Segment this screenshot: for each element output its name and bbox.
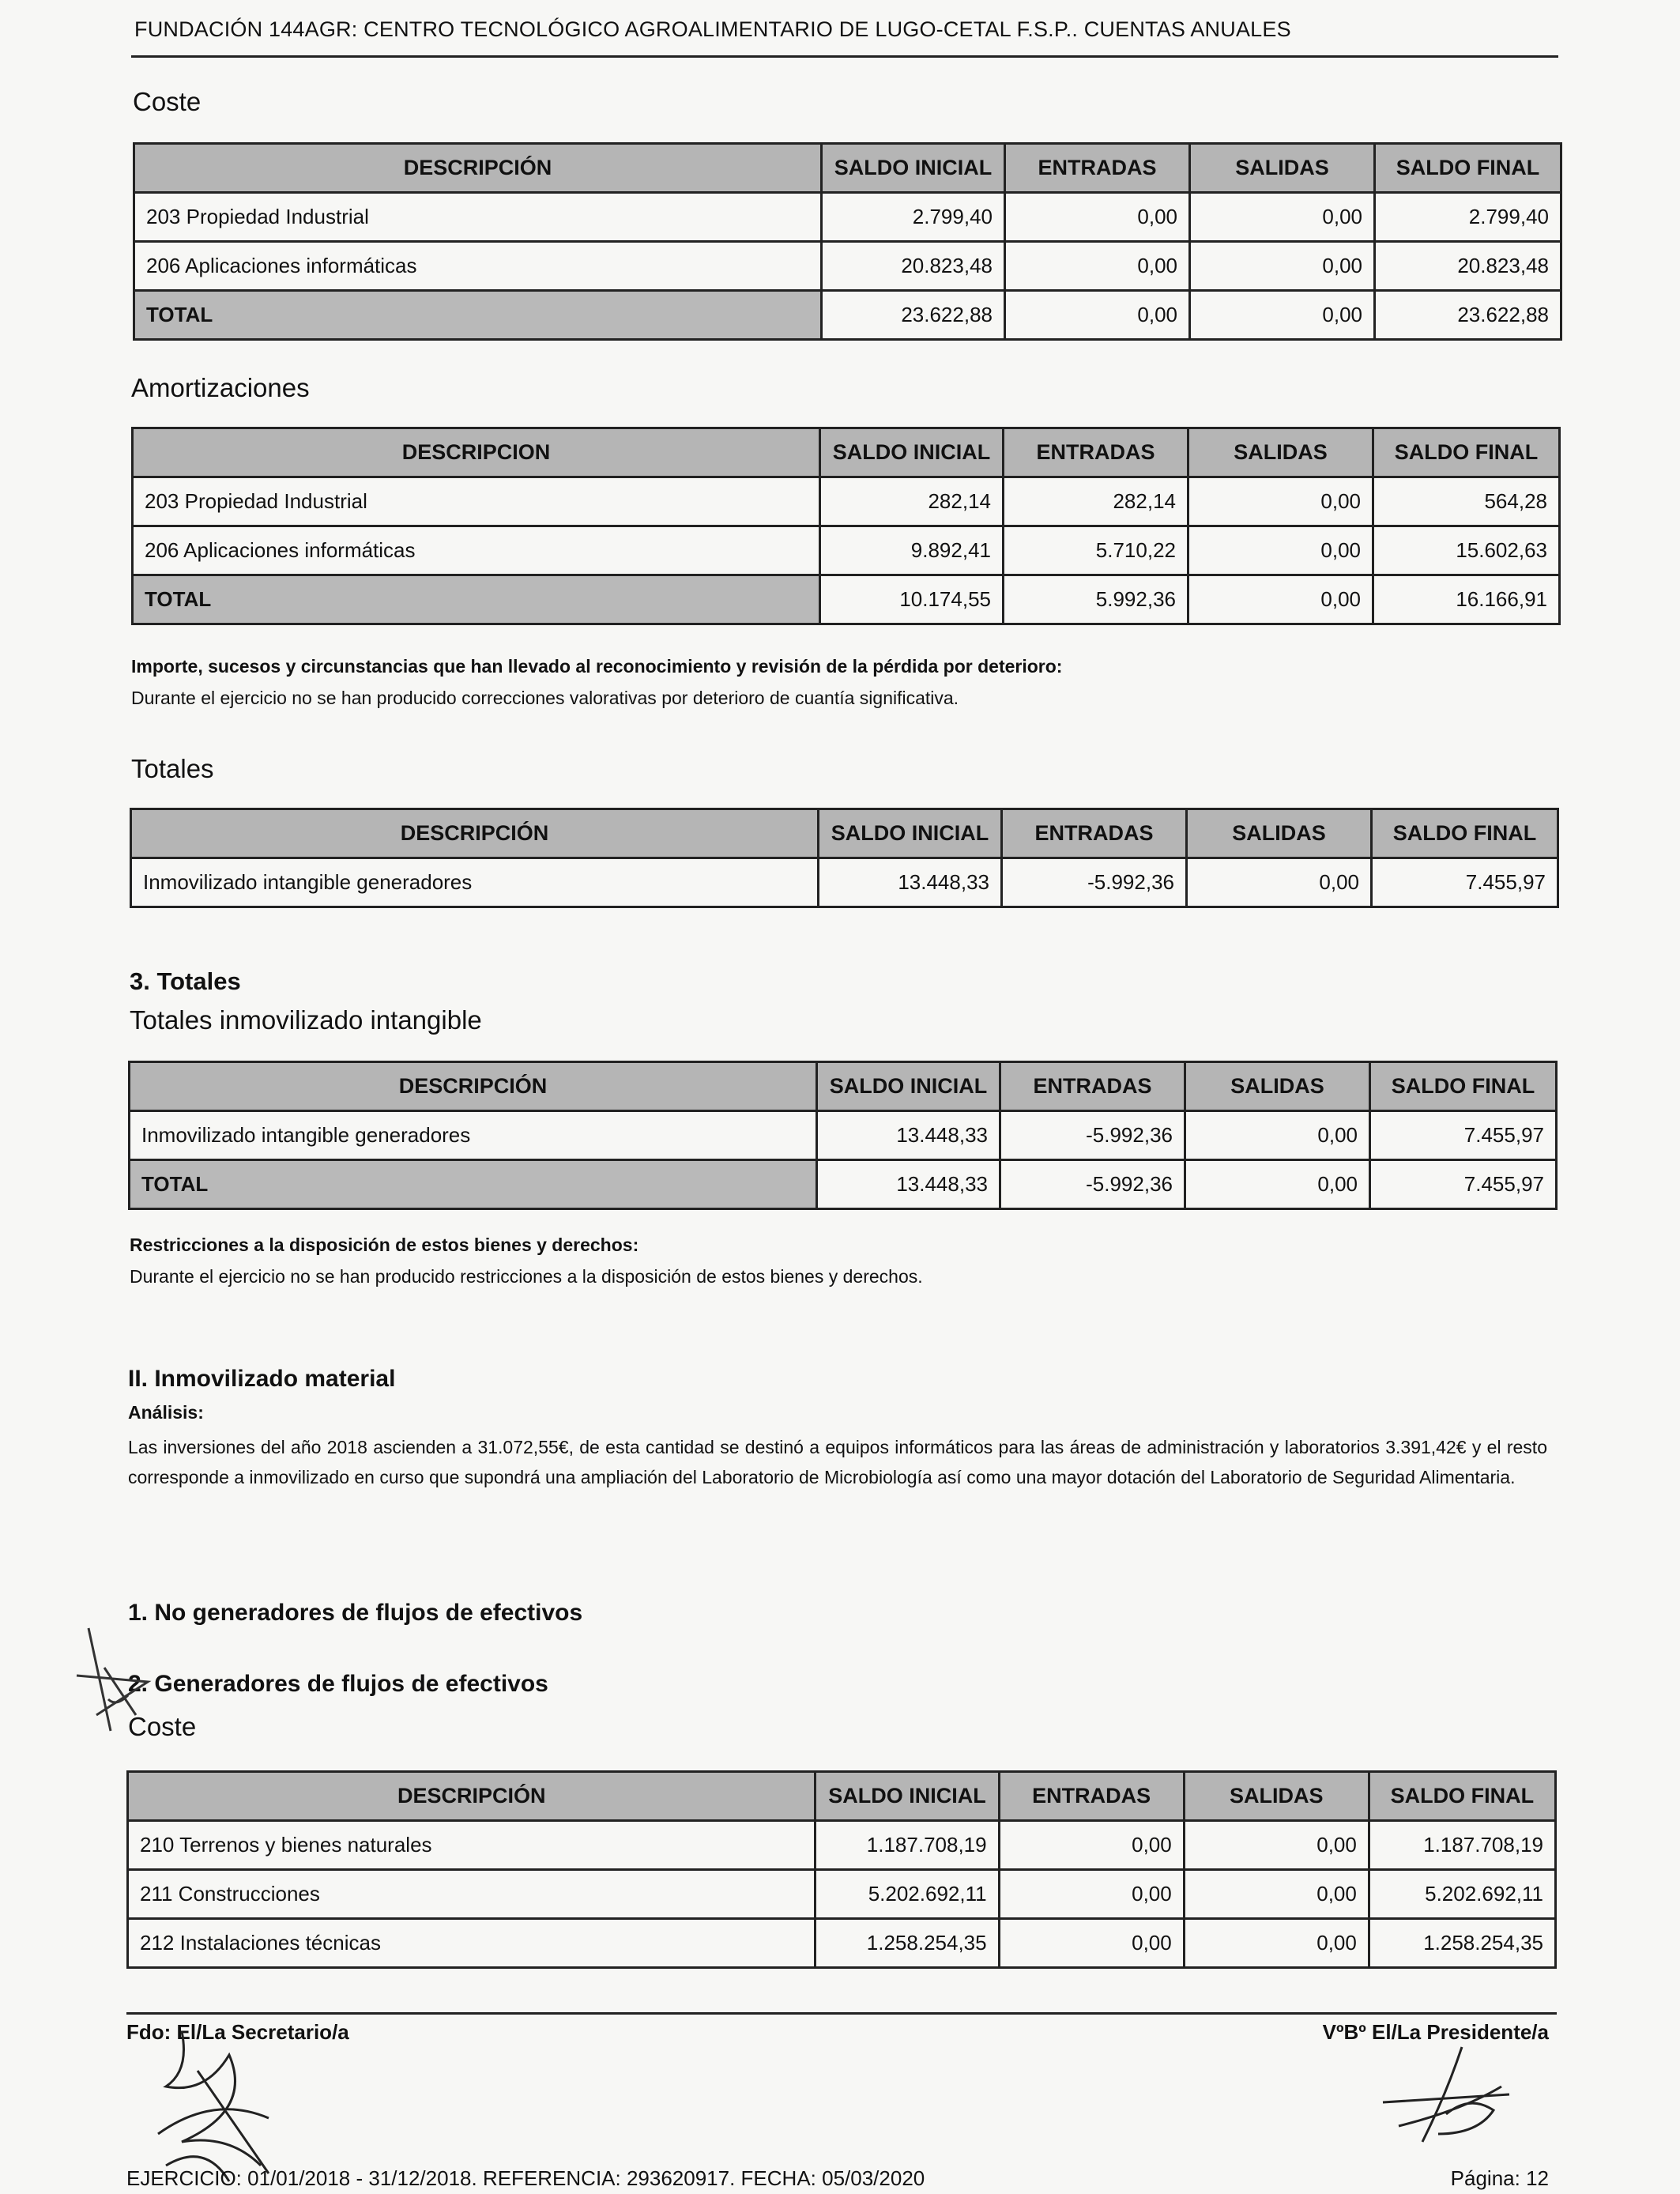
cell-value: 13.448,33 [817,1160,1000,1209]
cell-value: 0,00 [999,1821,1184,1870]
analysis-paragraph: Las inversiones del año 2018 ascienden a 31.072,55€, de esta cantidad se destinó a equipos informáticos para las áreas de administración y laboratorios 3.391,42€ y el resto corresponde a inmovilizado en curso que supondrá una ampliación del Laboratorio de Microbiología así como una mayor dotación del Laboratorio de Seguridad Alimentaria. [128,1437,1547,1487]
table-row [128,1919,1556,1968]
column-header: SALIDAS [1187,809,1372,858]
cell-value: 1.258.254,35 [1369,1919,1555,1968]
table-row [128,1870,1556,1919]
material-coste-table [126,1770,1557,1969]
margin-mark-icon [73,1620,160,1739]
column-header: DESCRIPCIÓN [128,1772,816,1821]
section-3-heading: 3. Totales [130,967,241,995]
cell-value: 1.258.254,35 [816,1919,999,1968]
cell-value: 0,00 [1185,1160,1370,1209]
cell-value: 0,00 [1005,242,1190,291]
amortizaciones-table [131,427,1561,625]
cell-value: 20.823,48 [822,242,1005,291]
cell-value: -5.992,36 [1002,858,1187,907]
document-header: FUNDACIÓN 144AGR: CENTRO TECNOLÓGICO AGROALIMENTARIO DE LUGO-CETAL F.S.P.. CUENTAS ANUALES [134,17,1291,41]
row-label: 206 Aplicaciones informáticas [133,526,820,575]
column-header: SALIDAS [1188,428,1373,477]
cell-value: 10.174,55 [820,575,1004,624]
president-signature-icon [1367,2039,1525,2158]
material-heading: II. Inmovilizado material [128,1366,396,1392]
no-generadores-heading: 1. No generadores de flujos de efectivos [128,1600,583,1626]
row-label: TOTAL [134,291,822,340]
cell-value: 2.799,40 [822,193,1005,242]
cell-value: 0,00 [1184,1870,1369,1919]
restricciones-note-title: Restricciones a la disposición de estos bienes y derechos: [130,1235,639,1255]
cell-value: 1.187.708,19 [816,1821,999,1870]
table-header-row [131,809,1558,858]
cell-value: 5.710,22 [1004,526,1188,575]
column-header: SALDO FINAL [1373,428,1560,477]
table-row [131,858,1558,907]
column-header: DESCRIPCIÓN [134,144,822,193]
column-header: SALIDAS [1190,144,1375,193]
column-header: SALDO INICIAL [822,144,1005,193]
column-header: SALIDAS [1184,1772,1369,1821]
cell-value: 282,14 [820,477,1004,526]
coste-table [133,142,1562,341]
cell-value: -5.992,36 [1000,1111,1185,1160]
column-header: DESCRIPCIÓN [130,1062,817,1111]
table-row [130,1160,1557,1209]
column-header: ENTRADAS [999,1772,1184,1821]
row-label: Inmovilizado intangible generadores [130,1111,817,1160]
cell-value: 0,00 [1188,575,1373,624]
table-row [133,526,1560,575]
secretary-label: Fdo: El/La Secretario/a [126,2020,349,2044]
cell-value: 1.187.708,19 [1369,1821,1555,1870]
row-label: 206 Aplicaciones informáticas [134,242,822,291]
cell-value: 7.455,97 [1372,858,1558,907]
table-row [134,291,1561,340]
cell-value: 0,00 [1188,477,1373,526]
coste-title: Coste [133,87,202,116]
analysis-label: Análisis: [128,1402,204,1423]
table-header-row [134,144,1561,193]
cell-value: 0,00 [999,1919,1184,1968]
material-coste-title: Coste [128,1712,197,1741]
table-row [134,193,1561,242]
totales-table [130,808,1559,908]
column-header: SALDO FINAL [1369,1772,1555,1821]
president-label: VºBº El/La Presidente/a [1322,2020,1549,2044]
column-header: SALDO INICIAL [819,809,1002,858]
cell-value: 282,14 [1004,477,1188,526]
column-header: SALIDAS [1185,1062,1370,1111]
cell-value: 0,00 [1187,858,1372,907]
restricciones-note-text: Durante el ejercicio no se han producido restricciones a la disposición de estos bienes y derechos. [130,1266,923,1287]
cell-value: 0,00 [1190,291,1375,340]
totales-intangible-table [128,1061,1558,1210]
column-header: ENTRADAS [1002,809,1187,858]
cell-value: 13.448,33 [817,1111,1000,1160]
row-label: Inmovilizado intangible generadores [131,858,819,907]
table-header-row [128,1772,1556,1821]
cell-value: 5.202.692,11 [816,1870,999,1919]
table-row [134,242,1561,291]
row-label: 210 Terrenos y bienes naturales [128,1821,816,1870]
section-3-subtitle: Totales inmovilizado intangible [130,1005,482,1035]
generadores-heading: 2. Generadores de flujos de efectivos [128,1671,548,1697]
column-header: SALDO INICIAL [820,428,1004,477]
column-header: DESCRIPCIÓN [131,809,819,858]
cell-value: 23.622,88 [822,291,1005,340]
column-header: SALDO FINAL [1375,144,1561,193]
column-header: SALDO INICIAL [817,1062,1000,1111]
row-label: 203 Propiedad Industrial [134,193,822,242]
column-header: DESCRIPCION [133,428,820,477]
table-header-row [133,428,1560,477]
cell-value: 7.455,97 [1370,1111,1557,1160]
table-row [128,1821,1556,1870]
secretary-signature-icon [134,2023,300,2189]
header-rule [131,55,1558,58]
cell-value: 2.799,40 [1375,193,1561,242]
cell-value: 5.992,36 [1004,575,1188,624]
cell-value: 20.823,48 [1375,242,1561,291]
footer-rule [126,2012,1557,2015]
column-header: SALDO FINAL [1372,809,1558,858]
amortizaciones-title: Amortizaciones [131,373,310,402]
cell-value: 0,00 [1005,193,1190,242]
cell-value: -5.992,36 [1000,1160,1185,1209]
cell-value: 5.202.692,11 [1369,1870,1555,1919]
cell-value: 16.166,91 [1373,575,1560,624]
row-label: TOTAL [133,575,820,624]
totales-title: Totales [131,754,214,783]
cell-value: 0,00 [1188,526,1373,575]
cell-value: 0,00 [1190,193,1375,242]
cell-value: 564,28 [1373,477,1560,526]
row-label: TOTAL [130,1160,817,1209]
row-label: 212 Instalaciones técnicas [128,1919,816,1968]
column-header: ENTRADAS [1000,1062,1185,1111]
cell-value: 15.602,63 [1373,526,1560,575]
cell-value: 0,00 [1184,1821,1369,1870]
cell-value: 13.448,33 [819,858,1002,907]
deterioro-note-text: Durante el ejercicio no se han producido correcciones valorativas por deterioro de cuantía significativa. [131,688,959,708]
cell-value: 0,00 [1185,1111,1370,1160]
cell-value: 9.892,41 [820,526,1004,575]
table-header-row [130,1062,1557,1111]
cell-value: 0,00 [1190,242,1375,291]
column-header: SALDO INICIAL [816,1772,999,1821]
cell-value: 0,00 [999,1870,1184,1919]
column-header: SALDO FINAL [1370,1062,1557,1111]
row-label: 203 Propiedad Industrial [133,477,820,526]
ejercicio-reference: EJERCICIO: 01/01/2018 - 31/12/2018. REFERENCIA: 293620917. FECHA: 05/03/2020 [126,2166,925,2190]
table-row [130,1111,1557,1160]
column-header: ENTRADAS [1005,144,1190,193]
table-row [133,477,1560,526]
cell-value: 23.622,88 [1375,291,1561,340]
row-label: 211 Construcciones [128,1870,816,1919]
deterioro-note-title: Importe, sucesos y circunstancias que han llevado al reconocimiento y revisión de la pérdida por deterioro: [131,656,1063,677]
cell-value: 7.455,97 [1370,1160,1557,1209]
cell-value: 0,00 [1184,1919,1369,1968]
column-header: ENTRADAS [1004,428,1188,477]
table-row [133,575,1560,624]
cell-value: 0,00 [1005,291,1190,340]
page-number: Página: 12 [1450,2166,1549,2190]
